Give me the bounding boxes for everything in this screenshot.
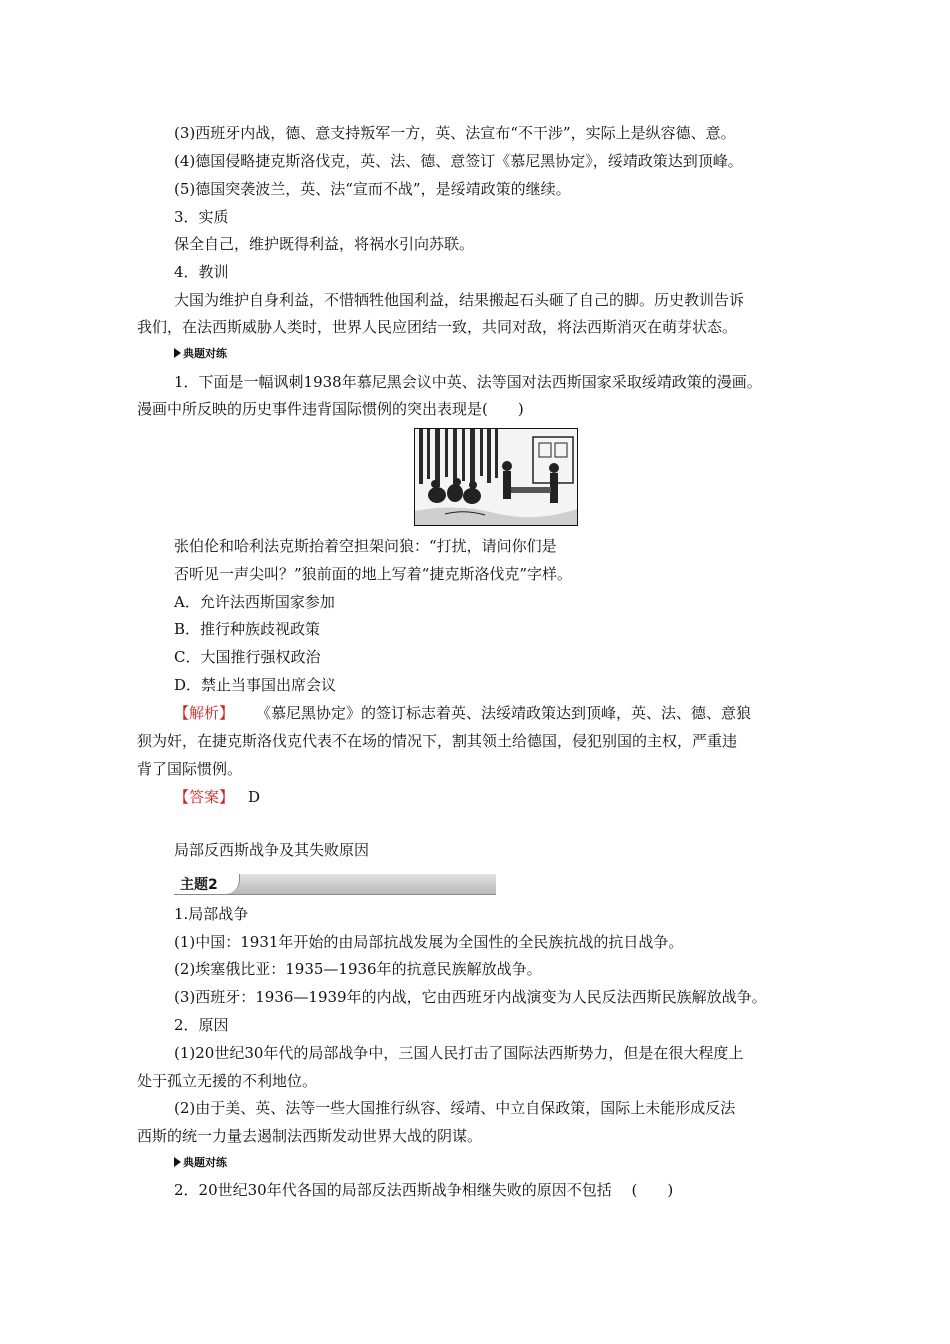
answer-line — [174, 787, 260, 807]
text-line: 处于孤立无援的不利地位。 — [137, 1072, 318, 1090]
triangle-icon — [174, 1157, 181, 1167]
analysis-line: 背了国际惯例。 — [137, 760, 243, 778]
practice-tag-label: 典题对练 — [183, 347, 227, 360]
triangle-icon — [174, 348, 181, 358]
text-line: (1)中国：1931年开始的由局部抗战发展为全国性的全民族抗战的抗日战争。 — [174, 933, 684, 951]
section-heading: 3．实质 — [174, 208, 229, 226]
analysis-line — [174, 703, 751, 723]
practice-tag — [174, 1156, 227, 1168]
text-line: (3)西班牙：1936—1939年的内战，它由西班牙内战演变为人民反法西斯民族解放战争。 — [174, 988, 767, 1006]
answer-value: D — [248, 788, 261, 806]
analysis-line: 狈为奸，在捷克斯洛伐克代表不在场的情况下，割其领土给德国，侵犯别国的主权，严重违 — [137, 732, 738, 750]
option-d: D．禁止当事国出席会议 — [174, 676, 337, 694]
practice-tag — [174, 347, 227, 359]
answer-label: 【答案】 — [174, 788, 235, 806]
text-line: 我们，在法西斯威胁人类时，世界人民应团结一致，共同对敌，将法西斯消灭在萌芽状态。 — [137, 318, 738, 336]
section-heading: 2．原因 — [174, 1016, 229, 1034]
topic-label: 主题2 — [174, 874, 240, 894]
text-line: (5)德国突袭波兰，英、法“宣而不战”，是绥靖政策的继续。 — [174, 180, 571, 198]
cartoon-caption: 否听见一声尖叫？”狼前面的地上写着“捷克斯洛伐克”字样。 — [174, 565, 573, 583]
analysis-label: 【解析】 — [174, 704, 235, 722]
cartoon-image — [414, 428, 578, 526]
text-line: 大国为维护自身利益，不惜牺牲他国利益，结果搬起石头砸了自己的脚。历史教训告诉 — [174, 291, 745, 309]
option-b: B．推行种族歧视政策 — [174, 620, 321, 638]
text-line: (2)埃塞俄比亚：1935—1936年的抗意民族解放战争。 — [174, 960, 542, 978]
question-1-stem: 1．下面是一幅讽刺1938年慕尼黑会议中英、法等国对法西斯国家采取绥靖政策的漫画。 — [174, 373, 762, 391]
text-line: 保全自己，维护既得利益，将祸水引向苏联。 — [174, 235, 475, 253]
question-1-stem: 漫画中所反映的历史事件违背国际惯例的突出表现是( ) — [137, 400, 524, 418]
text-line: (4)德国侵略捷克斯洛伐克，英、法、德、意签订《慕尼黑协定》，绥靖政策达到顶峰。 — [174, 152, 743, 170]
text-line: (1)20世纪30年代的局部战争中，三国人民打击了国际法西斯势力，但是在很大程度上 — [174, 1044, 744, 1062]
text-line: (2)由于美、英、法等一些大国推行纵容、绥靖、中立自保政策，国际上未能形成反法 — [174, 1099, 736, 1117]
topic-banner — [174, 874, 496, 895]
text-line: (3)西班牙内战，德、意支持叛军一方，英、法宣布“不干涉”，实际上是纵容德、意。 — [174, 124, 736, 142]
cartoon-caption: 张伯伦和哈利法克斯抬着空担架问狼：“打扰，请问你们是 — [174, 537, 557, 555]
section-heading: 1.局部战争 — [174, 905, 249, 923]
option-c: C．大国推行强权政治 — [174, 648, 321, 666]
section-title: 局部反西斯战争及其失败原因 — [174, 841, 370, 859]
question-2-stem: 2．20世纪30年代各国的局部反法西斯战争相继失败的原因不包括 ( ) — [174, 1181, 674, 1199]
option-a: A．允许法西斯国家参加 — [174, 593, 335, 611]
text-line: 西斯的统一力量去遏制法西斯发动世界大战的阴谋。 — [137, 1127, 483, 1145]
practice-tag-label: 典题对练 — [183, 1156, 227, 1169]
section-heading: 4．教训 — [174, 263, 229, 281]
analysis-text: 《慕尼黑协定》的签订标志着英、法绥靖政策达到顶峰，英、法、德、意狼 — [256, 704, 752, 722]
